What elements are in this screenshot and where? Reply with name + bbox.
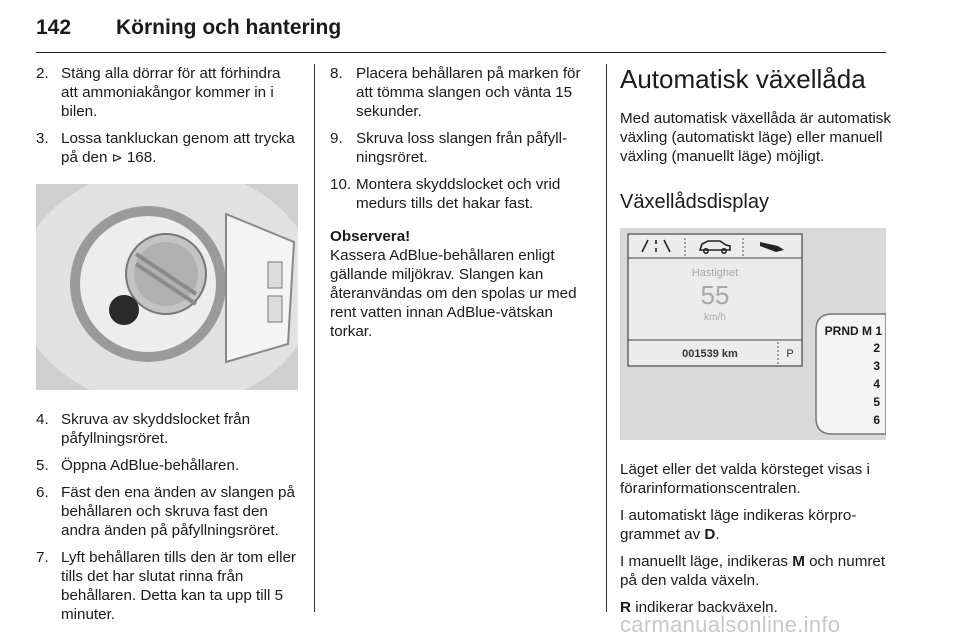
step-7: 7. Lyft behållaren tills den är tom eller tills det har slutat rinna från behållaren. Detta kan ta upp till 5 minuter. bbox=[36, 549, 296, 623]
subsection-title: Växellådsdisplay bbox=[620, 191, 769, 213]
column-divider-2 bbox=[606, 64, 607, 612]
speed-value: 55 bbox=[700, 280, 730, 310]
page-header bbox=[36, 10, 886, 53]
note-body: Kassera AdBlue-behållaren enligt gällande miljökrav. Slangen kan återanvändas om den spolas ur med rent vatten innan AdBlue-vätskan torkar. bbox=[330, 247, 577, 340]
gear-6: 6 bbox=[873, 413, 880, 427]
transmission-display-illustration bbox=[620, 228, 886, 440]
step-10: 10. Montera skyddslocket och vrid medurs tills det hakar fast. bbox=[330, 176, 561, 212]
paragraph-2: I automatiskt läge indikeras körprogrammet av D. bbox=[620, 507, 857, 543]
odometer: 001539 km bbox=[682, 348, 738, 360]
gear-2: 2 bbox=[873, 341, 880, 355]
gear-p: P bbox=[786, 348, 794, 360]
step-3: 3. Lossa tankluckan genom att trycka på den ⊳ 168. bbox=[36, 130, 295, 166]
speed-label: Hastighet bbox=[691, 267, 739, 279]
paragraph-1: Läget eller det valda körsteget visas i förarinformationscentralen. bbox=[620, 461, 870, 497]
step-8: 8. Placera behållaren på marken för att tömma slangen och vänta 15 sekunder. bbox=[330, 65, 581, 120]
page-number: 142 bbox=[36, 16, 72, 39]
step-6: 6. Fäst den ena änden av slangen på behållaren och skruva fast den andra änden på påfyllningsröret. bbox=[36, 484, 295, 539]
watermark: carmanualsonline.info bbox=[620, 612, 841, 637]
chapter-title: Körning och hantering bbox=[116, 16, 342, 39]
paragraph-4: R indikerar backväxeln. bbox=[620, 599, 778, 616]
column-right bbox=[620, 64, 892, 625]
gear-3: 3 bbox=[873, 359, 880, 373]
reference-arrow-icon[interactable]: ⊳ bbox=[111, 151, 123, 166]
column-divider-1 bbox=[314, 64, 315, 612]
gear-4: 4 bbox=[873, 377, 880, 391]
section-title: Automatisk växellåda bbox=[620, 64, 866, 94]
gear-5: 5 bbox=[873, 395, 880, 409]
step-5: 5. Öppna AdBlue-behållaren. bbox=[36, 457, 240, 474]
step-4: 4. Skruva av skyddslocket från påfyllningsröret. bbox=[36, 411, 251, 447]
step-2: 2. Stäng alla dörrar för att förhindra att ammoniakångor kommer in i bilen. bbox=[36, 65, 281, 120]
fuel-door-photo bbox=[36, 184, 298, 390]
column-left bbox=[36, 64, 298, 632]
intro-paragraph: Med automatisk växellåda är automatisk växling (automatiskt läge) eller manuell växling (manuellt läge) möjligt. bbox=[620, 110, 891, 165]
paragraph-3: I manuellt läge, indikeras M och numret på den valda växeln. bbox=[620, 553, 886, 589]
speed-unit: km/h bbox=[704, 312, 726, 323]
step-9: 9. Skruva loss slangen från påfyllningsröret. bbox=[330, 130, 568, 166]
prnd-indicator: PRND M 1 bbox=[824, 324, 882, 338]
note-title: Observera! bbox=[330, 228, 411, 245]
column-middle bbox=[330, 64, 594, 341]
